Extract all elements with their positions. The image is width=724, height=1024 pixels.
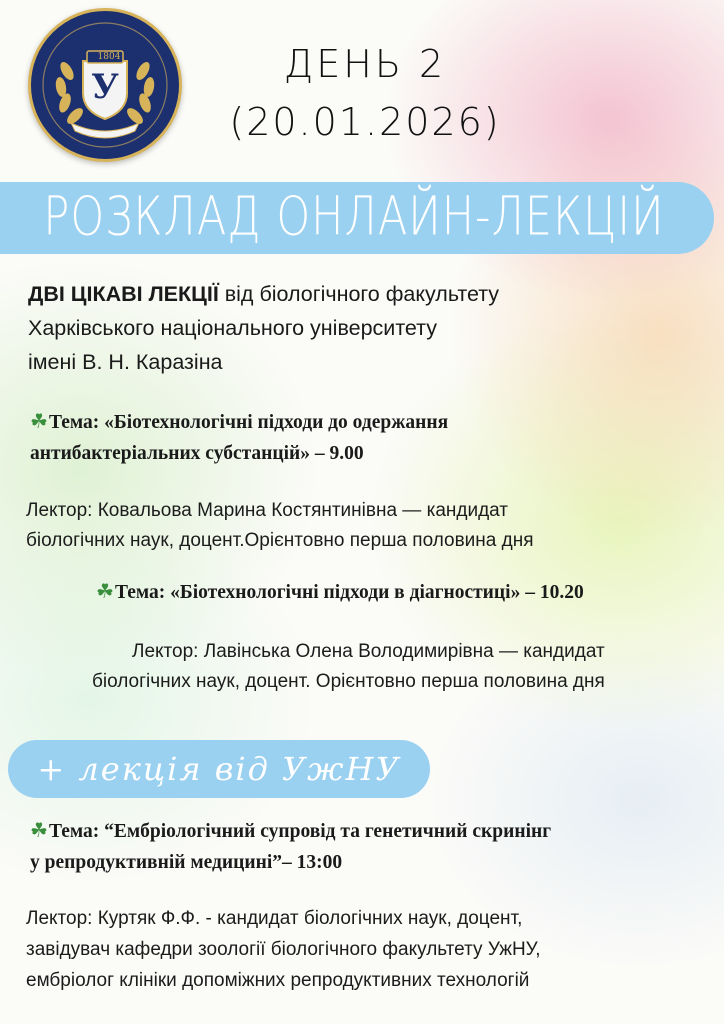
lecture-2-lecturer-line-1: Лектор: Лавінська Олена Володимирівна — кандидат xyxy=(132,641,605,662)
intro-line-1 xyxy=(28,277,708,311)
extra-lecture-lecturer-line-1: Лектор: Куртяк Ф.Ф. - кандидат біологічних наук, доцент, xyxy=(26,908,523,929)
extra-lecture-topic xyxy=(30,815,551,878)
logo-year: 1804 xyxy=(97,52,121,62)
extra-lecture-topic-line-1: Тема: “Ембріологічний супровід та генетичний скринінг xyxy=(48,821,552,842)
day-date: (20.01.2026) xyxy=(229,100,501,144)
lecture-2-lecturer xyxy=(92,637,605,697)
extra-lecture-lecturer xyxy=(26,903,541,996)
lecture-1-lecturer xyxy=(26,496,534,556)
lecture-2-topic-line-1: Тема: «Біотехнологічні підходи в діагностиці» – 10.20 xyxy=(114,582,584,603)
extra-lecture-topic-line-2: у репродуктивній медицині”– 13:00 xyxy=(30,852,343,873)
lecture-1-topic-line-2: антибактеріальних субстанцій» – 9.00 xyxy=(30,443,364,464)
extra-lecture-lecturer-line-3: ембріолог клініки допоміжних репродуктивних технологій xyxy=(26,970,530,991)
intro-text xyxy=(28,277,708,379)
intro-line-2: Харківського національного університету xyxy=(28,316,438,340)
shamrock-icon: ☘ xyxy=(30,409,48,433)
shamrock-icon: ☘ xyxy=(96,579,114,603)
schedule-banner-title: РОЗКЛАД ОНЛАЙН-ЛЕКЦІЙ xyxy=(43,185,665,249)
extra-lecture-banner-title: + лекція від УжНУ xyxy=(37,750,401,788)
logo-letter: У xyxy=(91,67,119,107)
lecture-2-lecturer-line-2: біологічних наук, доцент. Орієнтовно перша половина дня xyxy=(92,671,605,692)
lecture-1-lecturer-line-1: Лектор: Ковальова Марина Костянтинівна — кандидат xyxy=(26,500,509,521)
lecture-1-lecturer-line-2: біологічних наук, доцент.Орієнтовно перша половина дня xyxy=(26,530,534,551)
extra-lecture-lecturer-line-2: завідувач кафедри зоології біологічного факультету УжНУ, xyxy=(26,939,541,960)
lecture-2-topic xyxy=(96,576,584,608)
lecture-1-topic-line-1: Тема: «Біотехнологічні підходи до одержання xyxy=(48,412,449,433)
university-logo xyxy=(28,8,182,162)
intro-bold: ДВІ ЦІКАВІ ЛЕКЦІЇ xyxy=(28,282,219,306)
lecture-1-topic xyxy=(30,406,448,469)
shamrock-icon: ☘ xyxy=(30,818,48,842)
day-title: ДЕНЬ 2 xyxy=(283,42,447,86)
intro-line-3: імені В. Н. Каразіна xyxy=(28,350,223,374)
intro-line-1-rest: від біологічного факультету xyxy=(218,282,500,306)
